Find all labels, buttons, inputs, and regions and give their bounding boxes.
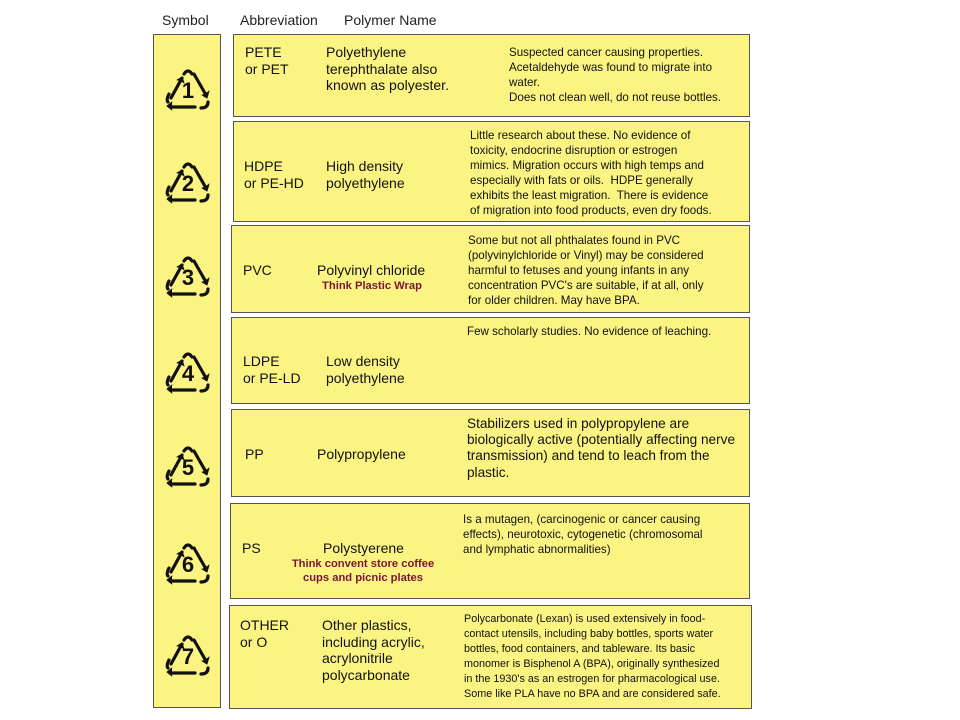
recycle-code-3-icon xyxy=(158,245,218,305)
polymer-name-header: Polymer Name xyxy=(344,12,437,28)
think-hint: Think convent store coffee cups and picnic plates xyxy=(291,558,435,584)
recycle-code-4-icon xyxy=(158,341,218,401)
abbreviation: OTHER or O xyxy=(240,617,289,650)
polymer-name: Polyethylene terephthalate also known as polyester. xyxy=(326,44,449,93)
health-note: Suspected cancer causing properties. Acetaldehyde was found to migrate into water. Does not clean well, do not reuse bottles. xyxy=(509,46,722,104)
polymer-name: High density polyethylene xyxy=(326,158,405,191)
recycle-code-2-icon xyxy=(158,151,218,211)
recycle-code-6-icon xyxy=(158,532,218,592)
recycle-code-7-icon xyxy=(158,624,218,684)
recycle-code-1-icon xyxy=(158,58,218,118)
health-note: Little research about these. No evidence of toxicity, endocrine disruption or estrogen mimics. Migration occurs with high temps and especially with fats or oils. HDPE generally exhibits the least migration. There is evidence of migration into food products, even dry foods. xyxy=(470,129,712,217)
recycle-code-number: 1 xyxy=(181,78,195,103)
health-note: Polycarbonate (Lexan) is used extensively in food- contact utensils, including baby bottles, sports water bottles, food containers, and tableware. Its basic monomer is Bisphenol A (BPA), originally synthesized in the 1930's as an estrogen for pharmacological use. Some like PLA have no BPA and are considered safe. xyxy=(464,613,721,700)
abbreviation: PVC xyxy=(243,262,272,278)
think-hint: Think Plastic Wrap xyxy=(322,280,422,292)
health-note: Few scholarly studies. No evidence of leaching. xyxy=(467,325,712,338)
health-note: Stabilizers used in polypropylene are biologically active (potentially affecting nerve transmission) and tend to leach from the plastic. xyxy=(467,416,735,480)
recycle-code-number: 7 xyxy=(181,644,195,669)
recycle-code-number: 3 xyxy=(181,265,195,290)
recycle-code-number: 5 xyxy=(181,455,195,480)
polymer-name: Other plastics, including acrylic, acrylonitrile polycarbonate xyxy=(322,617,425,683)
recycle-code-5-icon xyxy=(158,435,218,495)
polymer-name: Polyvinyl chloride xyxy=(317,262,426,278)
abbreviation: PP xyxy=(245,446,264,462)
abbreviation: PS xyxy=(242,540,261,556)
polymer-name: Polypropylene xyxy=(317,446,406,462)
symbol-header: Symbol xyxy=(162,12,209,28)
recycle-code-number: 4 xyxy=(181,361,195,386)
recycle-code-number: 6 xyxy=(181,552,195,577)
abbreviation: LDPE or PE-LD xyxy=(243,353,301,386)
abbreviation: PETE or PET xyxy=(245,44,289,77)
health-note: Is a mutagen, (carcinogenic or cancer causing effects), neurotoxic, cytogenetic (chromosomal and lymphatic abnormalities) xyxy=(463,513,703,556)
health-note: Some but not all phthalates found in PVC (polyvinylchloride or Vinyl) may be considered harmful to fetuses and young infants in any concentration PVC's are suitable, if at all, only for older children. May have BPA. xyxy=(468,234,704,307)
recycle-code-number: 2 xyxy=(181,171,195,196)
abbreviation: HDPE or PE-HD xyxy=(244,158,304,191)
polymer-name: Polystyerene xyxy=(323,540,404,556)
polymer-name: Low density polyethylene xyxy=(326,353,405,386)
abbreviation-header: Abbreviation xyxy=(240,12,318,28)
